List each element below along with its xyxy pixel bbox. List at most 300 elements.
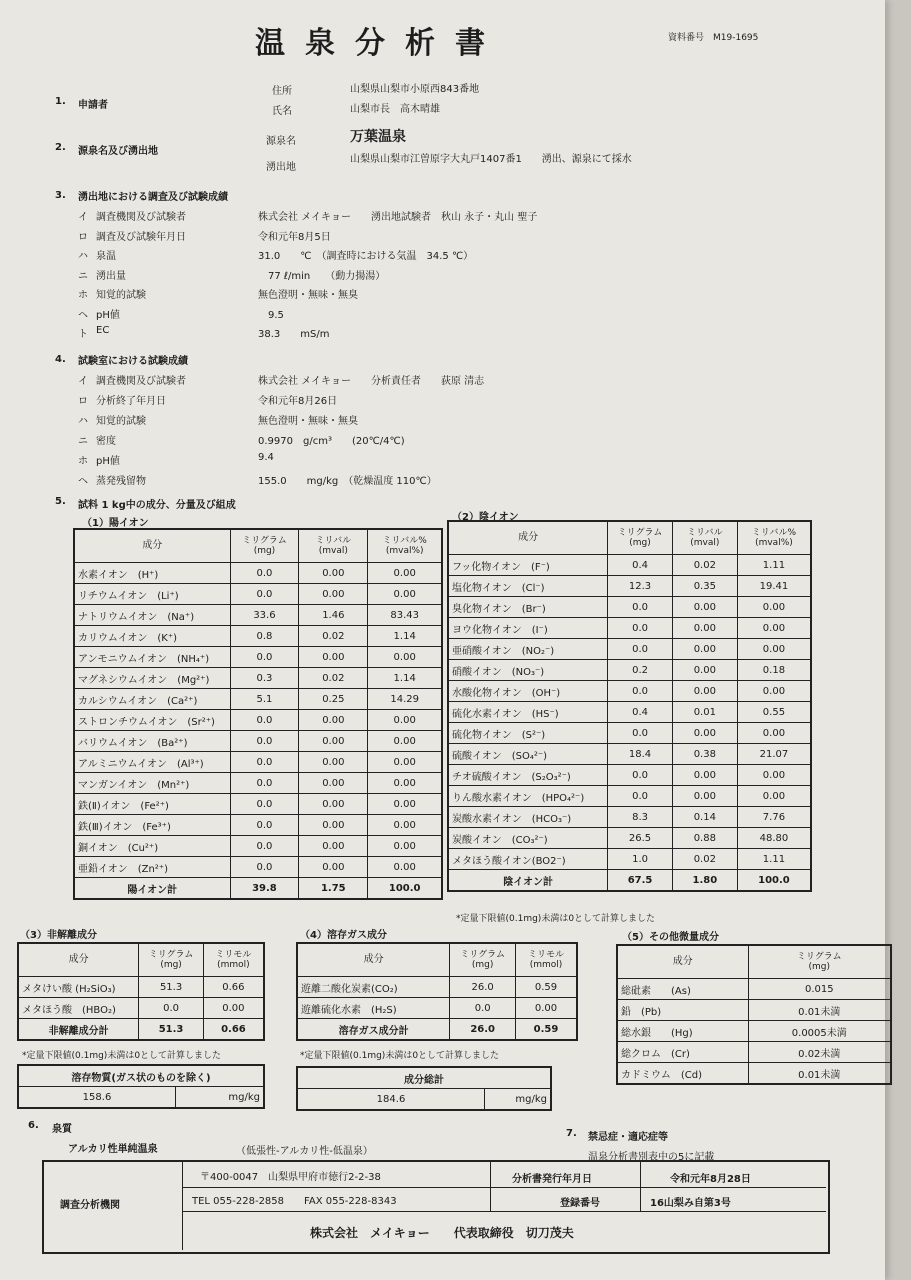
s3-row-value: 9.5 (258, 309, 284, 321)
value-cell: 0.0 (230, 773, 299, 794)
total-label-cell: 非解離成分計 (18, 1019, 139, 1041)
total-value-cell: 1.75 (299, 878, 368, 900)
value-cell: 0.4 (608, 555, 673, 576)
table-row (74, 752, 442, 773)
value-cell: 0.00 (368, 836, 442, 857)
component-name-cell: 炭酸水素イオン (HCO₃⁻) (448, 807, 608, 828)
table-row (617, 1021, 891, 1042)
component-name-cell: カドミウム (Cd) (617, 1063, 748, 1085)
component-name-cell: 遊離二酸化炭素(CO₂) (297, 977, 450, 998)
s4-row-value: 無色澄明・無味・無臭 (258, 416, 358, 427)
value-cell: 0.0 (230, 584, 299, 605)
dissolved-matter-unit: mg/kg (176, 1087, 265, 1109)
registration-value: 16山梨み自第3号 (650, 1198, 731, 1209)
value-cell: 33.6 (230, 605, 299, 626)
value-cell: 1.14 (368, 668, 442, 689)
issue-date-label: 分析書発行年月日 (512, 1174, 592, 1185)
company-representative: 株式会社 メイキョー 代表取締役 切刀茂夫 (310, 1226, 574, 1240)
value-cell: 0.015 (748, 979, 891, 1000)
s3-row-value: 31.0 ℃ （調査時における気温 34.5 ℃） (258, 251, 474, 262)
component-name-cell: リチウムイオン (Li⁺) (74, 584, 230, 605)
applicant-name-label: 氏名 (272, 106, 292, 117)
section-3-heading: 湧出地における調査及び試験成績 (78, 192, 228, 203)
value-cell: 18.4 (608, 744, 673, 765)
agency-postal-address: 〒400-0047 山梨県甲府市徳行2-2-38 (200, 1172, 381, 1183)
value-cell: 26.0 (450, 977, 516, 998)
value-cell: 0.0 (230, 857, 299, 878)
value-cell: 0.2 (608, 660, 673, 681)
component-name-cell: アンモニウムイオン (NH₄⁺) (74, 647, 230, 668)
value-cell: 0.00 (368, 563, 442, 584)
column-header: ミリグラム (mg) (139, 943, 203, 977)
value-cell: 19.41 (737, 576, 811, 597)
section-5-number: 5. (55, 496, 66, 507)
s4-row-marker: ニ (78, 436, 88, 447)
total-value-cell: 0.59 (516, 1019, 577, 1041)
s3-row-value: 38.3 mS/m (258, 329, 330, 340)
value-cell: 0.00 (368, 794, 442, 815)
section-2-number: 2. (55, 142, 66, 153)
value-cell: 0.35 (672, 576, 737, 597)
column-header: 成分 (617, 945, 748, 979)
value-cell: 0.0 (230, 563, 299, 584)
s4-row-value: 令和元年8月26日 (258, 396, 338, 407)
anion-table (447, 520, 812, 892)
component-name-cell: 総クロム (Cr) (617, 1042, 748, 1063)
value-cell: 0.00 (516, 998, 577, 1019)
table-total-row (18, 1019, 264, 1041)
value-cell: 0.02 (672, 849, 737, 870)
value-cell: 0.00 (299, 836, 368, 857)
value-cell: 0.0 (608, 786, 673, 807)
nondiss-note: *定量下限値(0.1mg)未満は0として計算しました (22, 1051, 222, 1061)
s4-row-value: 155.0 mg/kg （乾燥温度 110℃） (258, 476, 437, 487)
table-total-row (74, 878, 442, 900)
value-cell: 0.00 (299, 647, 368, 668)
applicant-address: 山梨県山梨市小原西843番地 (350, 84, 480, 95)
value-cell: 0.0 (139, 998, 203, 1019)
value-cell: 0.00 (368, 752, 442, 773)
table-row (448, 681, 811, 702)
table-row (74, 605, 442, 626)
column-header: ミリモル (mmol) (203, 943, 264, 977)
component-name-cell: カリウムイオン (K⁺) (74, 626, 230, 647)
value-cell: 0.0 (450, 998, 516, 1019)
value-cell: 0.0 (230, 647, 299, 668)
value-cell: 0.00 (737, 618, 811, 639)
table-row (74, 626, 442, 647)
cation-table (73, 528, 443, 900)
source-location: 山梨県山梨市江曽原字大丸戸1407番1 湧出、源泉にて採水 (350, 154, 632, 165)
dissolved-matter-table (17, 1064, 265, 1109)
table-row (617, 1063, 891, 1085)
spring-quality: アルカリ性単純温泉 (68, 1144, 158, 1155)
component-name-cell: ナトリウムイオン (Na⁺) (74, 605, 230, 626)
s4-row-marker: ヘ (78, 476, 88, 487)
value-cell: 0.0 (608, 597, 673, 618)
section-2-heading: 源泉名及び湧出地 (78, 146, 158, 157)
value-cell: 0.00 (672, 723, 737, 744)
section-7-number: 7. (566, 1128, 577, 1139)
s3-row-marker: ト (78, 329, 88, 340)
value-cell: 0.88 (672, 828, 737, 849)
s4-row-marker: ハ (78, 416, 88, 427)
value-cell: 48.80 (737, 828, 811, 849)
s3-row-marker: ヘ (78, 309, 88, 321)
source-name: 万葉温泉 (350, 129, 406, 145)
value-cell: 0.00 (672, 660, 737, 681)
value-cell: 0.00 (672, 639, 737, 660)
table-row (448, 597, 811, 618)
component-name-cell: バリウムイオン (Ba²⁺) (74, 731, 230, 752)
dissolved-matter-value: 158.6 (18, 1087, 176, 1109)
table-row (448, 765, 811, 786)
source-name-label: 源泉名 (266, 136, 296, 147)
value-cell: 12.3 (608, 576, 673, 597)
table-row (74, 689, 442, 710)
value-cell: 0.00 (299, 710, 368, 731)
total-value-cell: 67.5 (608, 870, 673, 892)
value-cell: 0.0 (230, 710, 299, 731)
table-row (74, 731, 442, 752)
value-cell: 0.0 (608, 681, 673, 702)
component-name-cell: 水酸化物イオン (OH⁻) (448, 681, 608, 702)
table-row (74, 710, 442, 731)
component-name-cell: 鉄(Ⅲ)イオン (Fe³⁺) (74, 815, 230, 836)
value-cell: 0.00 (672, 597, 737, 618)
value-cell: 0.02未満 (748, 1042, 891, 1063)
table-row (74, 668, 442, 689)
total-label-cell: 溶存ガス成分計 (297, 1019, 450, 1041)
s3-row-marker: ニ (78, 270, 88, 282)
table-total-row (297, 1019, 577, 1041)
component-name-cell: ストロンチウムイオン (Sr²⁺) (74, 710, 230, 731)
section-7-note: 温泉分析書別表中の5に記載 (588, 1152, 715, 1163)
table-header-row (18, 943, 264, 977)
value-cell: 0.00 (299, 773, 368, 794)
value-cell: 0.00 (737, 723, 811, 744)
trace-table-heading: （5）その他微量成分 (622, 932, 719, 943)
value-cell: 0.4 (608, 702, 673, 723)
value-cell: 0.8 (230, 626, 299, 647)
component-total-unit: mg/kg (485, 1089, 552, 1111)
s3-row-label: 調査機関及び試験者 (96, 212, 186, 223)
total-value-cell: 100.0 (737, 870, 811, 892)
value-cell: 0.0 (608, 639, 673, 660)
value-cell: 0.0 (608, 765, 673, 786)
table-row (448, 660, 811, 681)
component-name-cell: 硫化物イオン (S²⁻) (448, 723, 608, 744)
value-cell: 0.38 (672, 744, 737, 765)
total-value-cell: 1.80 (672, 870, 737, 892)
total-value-cell: 26.0 (450, 1019, 516, 1041)
s3-row-marker: ハ (78, 251, 88, 262)
table-header-row (297, 943, 577, 977)
value-cell: 0.55 (737, 702, 811, 723)
section-6-number: 6. (28, 1120, 39, 1131)
section-6-heading: 泉質 (52, 1124, 72, 1135)
value-cell: 0.00 (368, 731, 442, 752)
value-cell: 0.0 (230, 794, 299, 815)
value-cell: 0.59 (516, 977, 577, 998)
value-cell: 5.1 (230, 689, 299, 710)
value-cell: 0.3 (230, 668, 299, 689)
s4-row-label: pH値 (96, 456, 120, 467)
value-cell: 0.02 (299, 626, 368, 647)
anion-table-heading: （2）陰イオン (452, 512, 519, 523)
value-cell: 0.0 (230, 731, 299, 752)
table-row (448, 576, 811, 597)
component-name-cell: 銅イオン (Cu²⁺) (74, 836, 230, 857)
component-name-cell: 亜鉛イオン (Zn²⁺) (74, 857, 230, 878)
gas-note: *定量下限値(0.1mg)未満は0として計算しました (300, 1051, 500, 1061)
value-cell: 0.02 (672, 555, 737, 576)
s3-row-value: 株式会社 メイキョー 湧出地試験者 秋山 永子・丸山 聖子 (258, 212, 538, 223)
component-name-cell: メタけい酸 (H₂SiO₃) (18, 977, 139, 998)
column-header: 成分 (297, 943, 450, 977)
value-cell: 0.00 (368, 647, 442, 668)
issue-date-value: 令和元年8月28日 (670, 1174, 751, 1185)
table-row (74, 584, 442, 605)
section-3-number: 3. (55, 190, 66, 201)
s3-row-label: 湧出量 (96, 270, 126, 282)
s4-row-marker: イ (78, 376, 88, 387)
table-row (448, 744, 811, 765)
column-header: ミリバル% (mval%) (368, 529, 442, 563)
component-total-label: 成分総計 (297, 1067, 551, 1089)
table-row (18, 977, 264, 998)
component-name-cell: 総水銀 (Hg) (617, 1021, 748, 1042)
column-header: ミリグラム (mg) (230, 529, 299, 563)
section-1-heading: 申請者 (78, 100, 108, 111)
table-row (74, 857, 442, 878)
analysis-agency-label: 調査分析機関 (60, 1200, 120, 1211)
value-cell: 0.00 (737, 639, 811, 660)
column-header: 成分 (18, 943, 139, 977)
table-header-row (448, 521, 811, 555)
value-cell: 1.11 (737, 555, 811, 576)
s4-row-label: 調査機関及び試験者 (96, 376, 186, 387)
value-cell: 14.29 (368, 689, 442, 710)
value-cell: 0.66 (203, 977, 264, 998)
value-cell: 1.14 (368, 626, 442, 647)
agency-phone-fax: TEL 055-228-2858 FAX 055-228-8343 (192, 1196, 397, 1207)
table-row (74, 836, 442, 857)
document-number: 資料番号 M19-1695 (668, 33, 759, 43)
value-cell: 0.00 (299, 563, 368, 584)
value-cell: 0.00 (299, 857, 368, 878)
s4-row-label: 密度 (96, 436, 116, 447)
value-cell: 0.00 (299, 584, 368, 605)
component-name-cell: 硫化水素イオン (HS⁻) (448, 702, 608, 723)
component-total-table (296, 1066, 552, 1111)
component-name-cell: 水素イオン (H⁺) (74, 563, 230, 584)
nondiss-table (17, 942, 265, 1041)
total-label-cell: 陰イオン計 (448, 870, 608, 892)
s3-row-label: 調査及び試験年月日 (96, 231, 186, 243)
component-name-cell: 炭酸イオン (CO₃²⁻) (448, 828, 608, 849)
component-name-cell: 鉛 (Pb) (617, 1000, 748, 1021)
value-cell: 0.00 (299, 794, 368, 815)
component-name-cell: りん酸水素イオン (HPO₄²⁻) (448, 786, 608, 807)
value-cell: 0.00 (368, 584, 442, 605)
value-cell: 8.3 (608, 807, 673, 828)
value-cell: 0.14 (672, 807, 737, 828)
gas-table (296, 942, 578, 1041)
total-value-cell: 100.0 (368, 878, 442, 900)
table-row (18, 998, 264, 1019)
value-cell: 0.0 (230, 836, 299, 857)
trace-table (616, 944, 892, 1085)
value-cell: 1.0 (608, 849, 673, 870)
component-name-cell: チオ硫酸イオン (S₂O₃²⁻) (448, 765, 608, 786)
value-cell: 51.3 (139, 977, 203, 998)
section-1-number: 1. (55, 96, 66, 107)
s3-row-marker: イ (78, 212, 88, 223)
cation-table-heading: （1）陽イオン (82, 518, 149, 529)
table-row (448, 555, 811, 576)
value-cell: 0.01未満 (748, 1000, 891, 1021)
value-cell: 0.0 (608, 618, 673, 639)
value-cell: 1.46 (299, 605, 368, 626)
s3-row-label: pH値 (96, 309, 120, 321)
s4-row-value: 株式会社 メイキョー 分析責任者 荻原 清志 (258, 376, 485, 387)
component-total-value: 184.6 (297, 1089, 485, 1111)
table-row (297, 998, 577, 1019)
component-name-cell: 硝酸イオン (NO₃⁻) (448, 660, 608, 681)
table-row (617, 1042, 891, 1063)
table-row (74, 773, 442, 794)
s4-row-marker: ロ (78, 396, 88, 407)
value-cell: 0.00 (737, 786, 811, 807)
document-title: 温泉分析書 (255, 26, 505, 61)
component-name-cell: マグネシウムイオン (Mg²⁺) (74, 668, 230, 689)
table-row (448, 618, 811, 639)
component-name-cell: 遊離硫化水素 (H₂S) (297, 998, 450, 1019)
anion-note: *定量下限値(0.1mg)未満は0として計算しました (456, 914, 656, 924)
component-name-cell: 鉄(Ⅱ)イオン (Fe²⁺) (74, 794, 230, 815)
table-total-row (448, 870, 811, 892)
table-row (448, 828, 811, 849)
table-row (74, 563, 442, 584)
spring-quality-note: （低張性-アルカリ性-低温泉） (236, 1146, 373, 1157)
component-name-cell: アルミニウムイオン (Al³⁺) (74, 752, 230, 773)
dissolved-matter-label: 溶存物質(ガス状のものを除く) (18, 1065, 264, 1087)
table-row (74, 815, 442, 836)
s4-row-label: 知覚的試験 (96, 416, 146, 427)
s3-row-value: 無色澄明・無味・無臭 (258, 290, 358, 301)
value-cell: 0.18 (737, 660, 811, 681)
table-header-row (617, 945, 891, 979)
table-row (617, 1000, 891, 1021)
value-cell: 0.00 (737, 681, 811, 702)
value-cell: 1.11 (737, 849, 811, 870)
column-header: ミリグラム (mg) (748, 945, 891, 979)
value-cell: 0.00 (737, 597, 811, 618)
s3-row-label: 知覚的試験 (96, 290, 146, 301)
value-cell: 0.00 (368, 857, 442, 878)
s3-row-marker: ロ (78, 231, 88, 243)
table-row (448, 639, 811, 660)
column-header: ミリグラム (mg) (450, 943, 516, 977)
section-5-heading: 試料 1 kg中の成分、分量及び組成 (78, 500, 236, 511)
component-name-cell: カルシウムイオン (Ca²⁺) (74, 689, 230, 710)
nondiss-table-heading: （3）非解離成分 (20, 930, 97, 941)
s4-row-value: 9.4 (258, 452, 274, 463)
value-cell: 0.00 (299, 815, 368, 836)
s4-row-label: 蒸発残留物 (96, 476, 146, 487)
table-row (448, 786, 811, 807)
component-name-cell: 硫酸イオン (SO₄²⁻) (448, 744, 608, 765)
s3-row-marker: ホ (78, 290, 88, 301)
value-cell: 0.00 (368, 815, 442, 836)
component-name-cell: 塩化物イオン (Cl⁻) (448, 576, 608, 597)
value-cell: 0.00 (672, 618, 737, 639)
s3-row-value: 77 ℓ/min （動力揚湯） (258, 270, 386, 282)
component-name-cell: メタほう酸イオン(BO2⁻) (448, 849, 608, 870)
table-row (617, 979, 891, 1000)
value-cell: 0.0005未満 (748, 1021, 891, 1042)
component-name-cell: 臭化物イオン (Br⁻) (448, 597, 608, 618)
value-cell: 0.0 (230, 815, 299, 836)
s3-row-label: 泉温 (96, 251, 116, 262)
value-cell: 21.07 (737, 744, 811, 765)
source-location-label: 湧出地 (266, 162, 296, 173)
component-name-cell: マンガンイオン (Mn²⁺) (74, 773, 230, 794)
table-row (448, 723, 811, 744)
s3-row-value: 令和元年8月5日 (258, 231, 331, 243)
table-row (74, 647, 442, 668)
s4-row-label: 分析終了年月日 (96, 396, 166, 407)
column-header: ミリグラム (mg) (608, 521, 673, 555)
value-cell: 0.00 (672, 765, 737, 786)
value-cell: 0.00 (299, 752, 368, 773)
total-value-cell: 0.66 (203, 1019, 264, 1041)
column-header: 成分 (74, 529, 230, 563)
value-cell: 0.00 (203, 998, 264, 1019)
value-cell: 0.25 (299, 689, 368, 710)
table-row (74, 794, 442, 815)
component-name-cell: 亜硝酸イオン (NO₂⁻) (448, 639, 608, 660)
value-cell: 0.02 (299, 668, 368, 689)
registration-label: 登録番号 (560, 1198, 600, 1209)
column-header: 成分 (448, 521, 608, 555)
column-header: ミリバル (mval) (299, 529, 368, 563)
value-cell: 0.01未満 (748, 1063, 891, 1085)
applicant-name: 山梨市長 高木晴雄 (350, 104, 440, 115)
value-cell: 0.0 (608, 723, 673, 744)
column-header: ミリバル (mval) (672, 521, 737, 555)
table-row (448, 807, 811, 828)
total-value-cell: 51.3 (139, 1019, 203, 1041)
component-name-cell: 総砒素 (As) (617, 979, 748, 1000)
value-cell: 26.5 (608, 828, 673, 849)
component-name-cell: メタほう酸 (HBO₂) (18, 998, 139, 1019)
component-name-cell: ヨウ化物イオン (I⁻) (448, 618, 608, 639)
s3-row-label: EC (96, 325, 110, 336)
gas-table-heading: （4）溶存ガス成分 (300, 930, 387, 941)
s4-row-marker: ホ (78, 456, 88, 467)
value-cell: 0.01 (672, 702, 737, 723)
column-header: ミリモル (mmol) (516, 943, 577, 977)
column-header: ミリバル% (mval%) (737, 521, 811, 555)
s4-row-value: 0.9970 g/cm³ (20℃/4℃) (258, 436, 405, 447)
table-header-row (74, 529, 442, 563)
total-value-cell: 39.8 (230, 878, 299, 900)
value-cell: 0.00 (368, 710, 442, 731)
section-4-heading: 試験室における試験成績 (78, 356, 188, 367)
table-row (448, 702, 811, 723)
